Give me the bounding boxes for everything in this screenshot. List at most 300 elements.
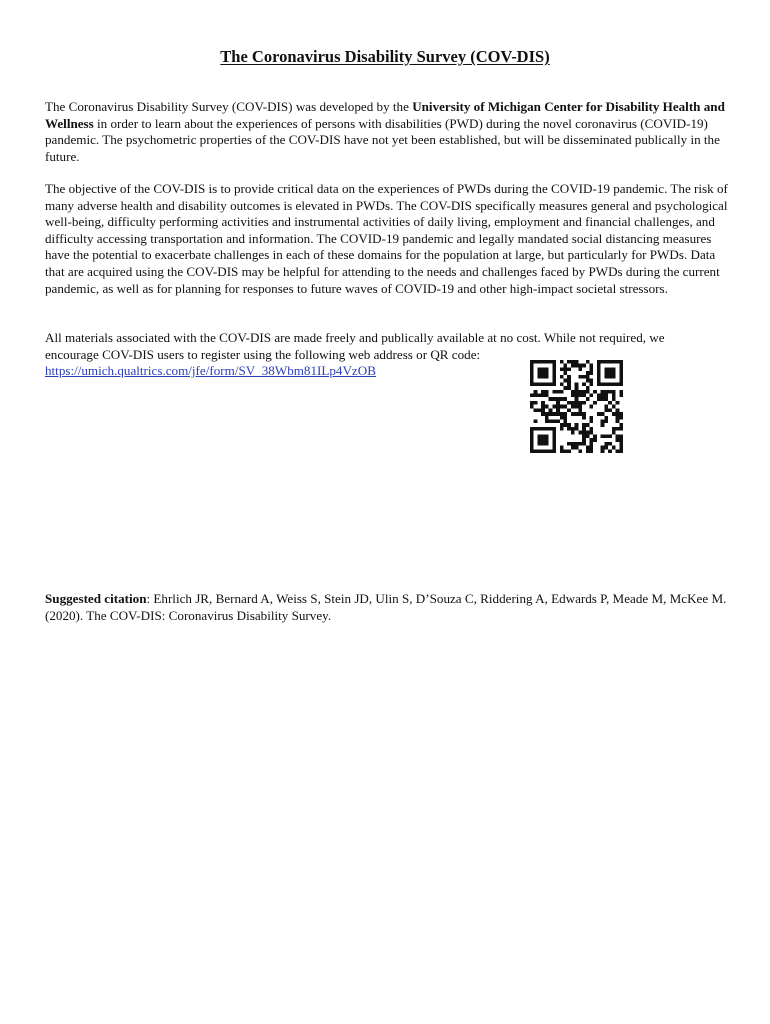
qr-module <box>534 360 538 364</box>
qr-module <box>575 364 579 368</box>
qr-module <box>537 449 541 453</box>
qr-module <box>582 427 586 431</box>
intro-paragraph <box>45 99 731 165</box>
qr-module <box>578 364 582 368</box>
qr-module <box>534 449 538 453</box>
qr-module <box>534 382 538 386</box>
qr-module <box>619 379 623 383</box>
qr-module <box>537 408 541 412</box>
qr-module <box>575 442 579 446</box>
qr-module <box>608 382 612 386</box>
qr-module <box>567 375 571 379</box>
qr-module <box>619 412 623 416</box>
qr-module <box>619 382 623 386</box>
qr-module <box>563 371 567 375</box>
qr-module <box>582 416 586 420</box>
qr-module <box>593 401 597 405</box>
qr-module <box>612 427 616 431</box>
qr-module <box>545 438 549 442</box>
qr-module <box>541 427 545 431</box>
qr-module <box>586 423 590 427</box>
qr-module <box>541 408 545 412</box>
qr-module <box>578 405 582 409</box>
qr-module <box>552 367 556 371</box>
institution-name: University of Michigan Center for Disability Health and Wellness <box>45 99 725 131</box>
qr-module <box>590 364 594 368</box>
qr-module <box>560 412 564 416</box>
qr-module <box>590 442 594 446</box>
qr-module <box>560 375 564 379</box>
qr-module <box>608 375 612 379</box>
qr-module <box>582 442 586 446</box>
qr-module <box>612 393 616 397</box>
qr-module <box>586 449 590 453</box>
qr-module <box>578 401 582 405</box>
qr-module <box>552 412 556 416</box>
qr-module <box>616 412 620 416</box>
qr-module <box>563 420 567 424</box>
qr-module <box>578 393 582 397</box>
qr-module <box>571 412 575 416</box>
qr-module <box>590 431 594 435</box>
materials-text: All materials associated with the COV-DIS are made freely and publically available at no cost. While not required, we encourage COV-DIS users to register using the following web address or QR code: <box>45 330 665 362</box>
qr-module <box>604 416 608 420</box>
qr-module <box>578 431 582 435</box>
qr-module <box>567 367 571 371</box>
qr-module <box>541 371 545 375</box>
qr-module <box>597 397 601 401</box>
qr-module <box>556 401 560 405</box>
qr-module <box>575 423 579 427</box>
qr-module <box>556 412 560 416</box>
qr-module <box>534 408 538 412</box>
qr-module <box>604 375 608 379</box>
qr-module <box>575 446 579 450</box>
qr-module <box>560 427 564 431</box>
qr-module <box>537 434 541 438</box>
qr-module <box>604 371 608 375</box>
qr-module <box>604 390 608 394</box>
qr-module <box>597 379 601 383</box>
qr-module <box>556 397 560 401</box>
qr-module <box>601 446 605 450</box>
qr-module <box>563 397 567 401</box>
qr-module <box>552 364 556 368</box>
qr-module <box>575 405 579 409</box>
qr-module <box>608 367 612 371</box>
qr-module <box>586 360 590 364</box>
qr-module <box>567 386 571 390</box>
qr-module <box>593 390 597 394</box>
qr-module <box>586 371 590 375</box>
qr-module <box>545 360 549 364</box>
qr-module <box>571 364 575 368</box>
qr-module <box>537 371 541 375</box>
qr-module <box>541 449 545 453</box>
qr-module <box>590 367 594 371</box>
qr-module <box>616 438 620 442</box>
qr-module <box>534 427 538 431</box>
qr-module <box>601 412 605 416</box>
qr-module <box>530 379 534 383</box>
qr-module <box>530 427 534 431</box>
qr-module <box>619 434 623 438</box>
qr-module <box>530 401 534 405</box>
qr-module <box>537 427 541 431</box>
qr-module <box>601 390 605 394</box>
qr-module <box>608 360 612 364</box>
qr-module <box>541 434 545 438</box>
qr-module <box>552 427 556 431</box>
qr-module <box>604 434 608 438</box>
qr-module <box>567 423 571 427</box>
qr-module <box>578 449 582 453</box>
qr-module <box>530 393 534 397</box>
qr-module <box>619 393 623 397</box>
qr-module <box>597 360 601 364</box>
qr-module <box>616 401 620 405</box>
intro-text-start: The Coronavirus Disability Survey (COV-DIS) was developed by the <box>45 99 413 114</box>
qr-module <box>530 367 534 371</box>
qr-module <box>608 442 612 446</box>
qr-module <box>597 375 601 379</box>
qr-module <box>612 405 616 409</box>
qr-module <box>608 449 612 453</box>
qr-module <box>597 367 601 371</box>
qr-module <box>552 431 556 435</box>
qr-module <box>549 360 553 364</box>
qr-module <box>608 408 612 412</box>
qr-module <box>534 393 538 397</box>
qr-module <box>567 427 571 431</box>
qr-module <box>619 427 623 431</box>
qr-module <box>619 423 623 427</box>
qr-module <box>612 431 616 435</box>
registration-link[interactable]: https://umich.qualtrics.com/jfe/form/SV_38Wbm81ILp4VzOB <box>45 363 376 379</box>
qr-module <box>537 382 541 386</box>
qr-module <box>608 371 612 375</box>
qr-module <box>593 438 597 442</box>
qr-module <box>545 434 549 438</box>
qr-module <box>563 386 567 390</box>
qr-module <box>530 405 534 409</box>
qr-module <box>530 446 534 450</box>
qr-module <box>619 449 623 453</box>
qr-module <box>608 434 612 438</box>
qr-module <box>552 382 556 386</box>
qr-module <box>612 446 616 450</box>
qr-module <box>616 416 620 420</box>
qr-module <box>537 442 541 446</box>
qr-module <box>578 442 582 446</box>
qr-module <box>537 438 541 442</box>
qr-module <box>571 427 575 431</box>
qr-module <box>552 438 556 442</box>
qr-module <box>590 420 594 424</box>
qr-module <box>578 375 582 379</box>
qr-module <box>545 420 549 424</box>
qr-module <box>604 442 608 446</box>
qr-module <box>604 367 608 371</box>
qr-module <box>563 405 567 409</box>
qr-module <box>541 367 545 371</box>
qr-module <box>619 367 623 371</box>
qr-module <box>541 442 545 446</box>
qr-module <box>571 393 575 397</box>
qr-module <box>541 438 545 442</box>
qr-module <box>530 438 534 442</box>
qr-module <box>545 382 549 386</box>
qr-module <box>590 416 594 420</box>
qr-module <box>552 375 556 379</box>
qr-module <box>597 412 601 416</box>
qr-module <box>582 438 586 442</box>
qr-module <box>560 360 564 364</box>
qr-module <box>604 405 608 409</box>
qr-module <box>612 375 616 379</box>
qr-module <box>571 431 575 435</box>
qr-module <box>582 423 586 427</box>
qr-module <box>549 449 553 453</box>
qr-module <box>612 390 616 394</box>
qr-module <box>549 382 553 386</box>
qr-module <box>530 375 534 379</box>
qr-module <box>619 390 623 394</box>
qr-module <box>619 360 623 364</box>
qr-module <box>530 431 534 435</box>
qr-module <box>537 360 541 364</box>
qr-module <box>616 360 620 364</box>
qr-module <box>549 412 553 416</box>
qr-module <box>552 379 556 383</box>
qr-module <box>586 431 590 435</box>
qr-module <box>619 375 623 379</box>
qr-module <box>616 427 620 431</box>
objective-paragraph: The objective of the COV-DIS is to provide critical data on the experiences of PWDs during the COVID-19 pandemic. The risk of many adverse health and disability outcomes is elevated in PWDs. The COV-DIS specifically measures general and psychological well-being, difficulty performing activities and instrumental activities of daily living, employment and financial challenges, and difficulty accessing transportation and information. The COVID-19 pandemic and legally mandated social distancing measures have the potential to exacerbate challenges in each of these domains for the population at large, but particularly for PWDs. Data that are acquired using the COV-DIS may be helpful for attending to the needs and challenges faced by PWDs during the current pandemic, as well as for planning for responses to future waves of COVID-19 and other high-impact societal stressors. <box>45 181 728 296</box>
qr-module <box>563 423 567 427</box>
qr-module <box>552 371 556 375</box>
qr-module <box>534 420 538 424</box>
qr-module <box>552 420 556 424</box>
qr-module <box>530 371 534 375</box>
qr-module <box>593 434 597 438</box>
qr-module <box>586 434 590 438</box>
qr-module <box>545 371 549 375</box>
qr-module <box>590 427 594 431</box>
qr-module <box>597 364 601 368</box>
qr-module <box>582 375 586 379</box>
qr-module <box>545 390 549 394</box>
page-title: The Coronavirus Disability Survey (COV-DIS) <box>220 47 550 66</box>
qr-module <box>560 449 564 453</box>
qr-module <box>563 364 567 368</box>
qr-module <box>571 405 575 409</box>
qr-module <box>575 397 579 401</box>
qr-module <box>586 386 590 390</box>
qr-module <box>590 449 594 453</box>
qr-module <box>582 412 586 416</box>
qr-module <box>560 446 564 450</box>
qr-module <box>560 397 564 401</box>
qr-module <box>601 393 605 397</box>
qr-module <box>604 420 608 424</box>
qr-module <box>608 390 612 394</box>
qr-module <box>571 360 575 364</box>
qr-module <box>586 397 590 401</box>
qr-module <box>530 449 534 453</box>
qr-module <box>586 379 590 383</box>
qr-module <box>545 442 549 446</box>
qr-module <box>537 367 541 371</box>
qr-module <box>601 382 605 386</box>
qr-module <box>608 401 612 405</box>
qr-module <box>601 423 605 427</box>
qr-module <box>537 393 541 397</box>
qr-module <box>590 446 594 450</box>
qr-module <box>556 405 560 409</box>
qr-module <box>612 382 616 386</box>
suggested-citation <box>45 591 731 624</box>
qr-module <box>575 393 579 397</box>
qr-module <box>534 401 538 405</box>
qr-module <box>530 360 534 364</box>
qr-module <box>541 390 545 394</box>
qr-module <box>560 405 564 409</box>
qr-module <box>567 401 571 405</box>
qr-module <box>567 379 571 383</box>
qr-module <box>575 401 579 405</box>
qr-module <box>556 408 560 412</box>
qr-module <box>601 449 605 453</box>
qr-module <box>567 360 571 364</box>
qr-module <box>552 449 556 453</box>
qr-module <box>541 401 545 405</box>
qr-module <box>545 367 549 371</box>
qr-module <box>530 434 534 438</box>
qr-module <box>601 397 605 401</box>
qr-module <box>601 434 605 438</box>
qr-module <box>560 382 564 386</box>
qr-module <box>575 360 579 364</box>
qr-module <box>582 382 586 386</box>
qr-module <box>549 408 553 412</box>
qr-module <box>571 401 575 405</box>
qr-module <box>560 390 564 394</box>
qr-module <box>590 382 594 386</box>
qr-module <box>586 390 590 394</box>
qr-module <box>545 405 549 409</box>
qr-module <box>534 390 538 394</box>
qr-module <box>563 416 567 420</box>
qr-module <box>556 390 560 394</box>
qr-module <box>571 442 575 446</box>
qr-module <box>563 449 567 453</box>
qr-module <box>616 420 620 424</box>
qr-module <box>604 397 608 401</box>
qr-module <box>575 390 579 394</box>
qr-module <box>571 446 575 450</box>
qr-module <box>552 360 556 364</box>
qr-module <box>545 416 549 420</box>
citation-label: Suggested citation <box>45 591 147 606</box>
qr-module <box>567 449 571 453</box>
qr-module <box>549 427 553 431</box>
qr-module <box>571 390 575 394</box>
qr-module <box>567 442 571 446</box>
qr-module <box>541 393 545 397</box>
qr-module <box>586 375 590 379</box>
qr-module <box>612 397 616 401</box>
qr-module <box>541 360 545 364</box>
qr-module <box>612 371 616 375</box>
qr-module <box>575 412 579 416</box>
qr-module <box>552 397 556 401</box>
qr-module <box>616 382 620 386</box>
qr-module <box>616 434 620 438</box>
qr-module <box>541 382 545 386</box>
qr-module <box>541 405 545 409</box>
qr-module <box>560 367 564 371</box>
qr-module <box>601 360 605 364</box>
qr-module <box>530 382 534 386</box>
qr-module <box>612 412 616 416</box>
qr-module <box>619 442 623 446</box>
qr-module <box>582 364 586 368</box>
qr-module <box>619 416 623 420</box>
qr-module <box>578 367 582 371</box>
qr-module <box>597 382 601 386</box>
qr-module <box>549 397 553 401</box>
qr-module <box>590 371 594 375</box>
qr-module <box>604 382 608 386</box>
qr-module <box>597 371 601 375</box>
qr-module <box>560 423 564 427</box>
qr-code-icon <box>530 360 623 453</box>
qr-module <box>545 427 549 431</box>
qr-module <box>619 364 623 368</box>
qr-module <box>567 408 571 412</box>
qr-module <box>590 393 594 397</box>
qr-module <box>590 379 594 383</box>
qr-module <box>552 405 556 409</box>
qr-module <box>575 382 579 386</box>
qr-module <box>552 434 556 438</box>
qr-module <box>575 427 579 431</box>
qr-module <box>549 420 553 424</box>
qr-module <box>560 416 564 420</box>
qr-module <box>552 446 556 450</box>
qr-module <box>604 360 608 364</box>
qr-module <box>582 434 586 438</box>
qr-module <box>604 446 608 450</box>
qr-module <box>590 438 594 442</box>
citation-text: : Ehrlich JR, Bernard A, Weiss S, Stein JD, Ulin S, D’Souza C, Riddering A, Edwards P, Meade M, McKee M. (2020). The COV-DIS: Coronavirus Disability Survey. <box>45 591 727 623</box>
qr-module <box>545 449 549 453</box>
qr-module <box>601 420 605 424</box>
qr-module <box>563 367 567 371</box>
qr-module <box>586 446 590 450</box>
qr-module <box>545 412 549 416</box>
qr-module <box>530 364 534 368</box>
intro-text-end: in order to learn about the experiences of persons with disabilities (PWD) during the novel coronavirus (COVID-19) pandemic. The psychometric properties of the COV-DIS have not yet been established, but will be disseminated publically in the future. <box>45 115 720 164</box>
qr-module <box>619 371 623 375</box>
qr-module <box>552 442 556 446</box>
qr-module <box>582 401 586 405</box>
qr-module <box>619 438 623 442</box>
qr-module <box>604 408 608 412</box>
qr-module <box>590 405 594 409</box>
qr-module <box>582 431 586 435</box>
